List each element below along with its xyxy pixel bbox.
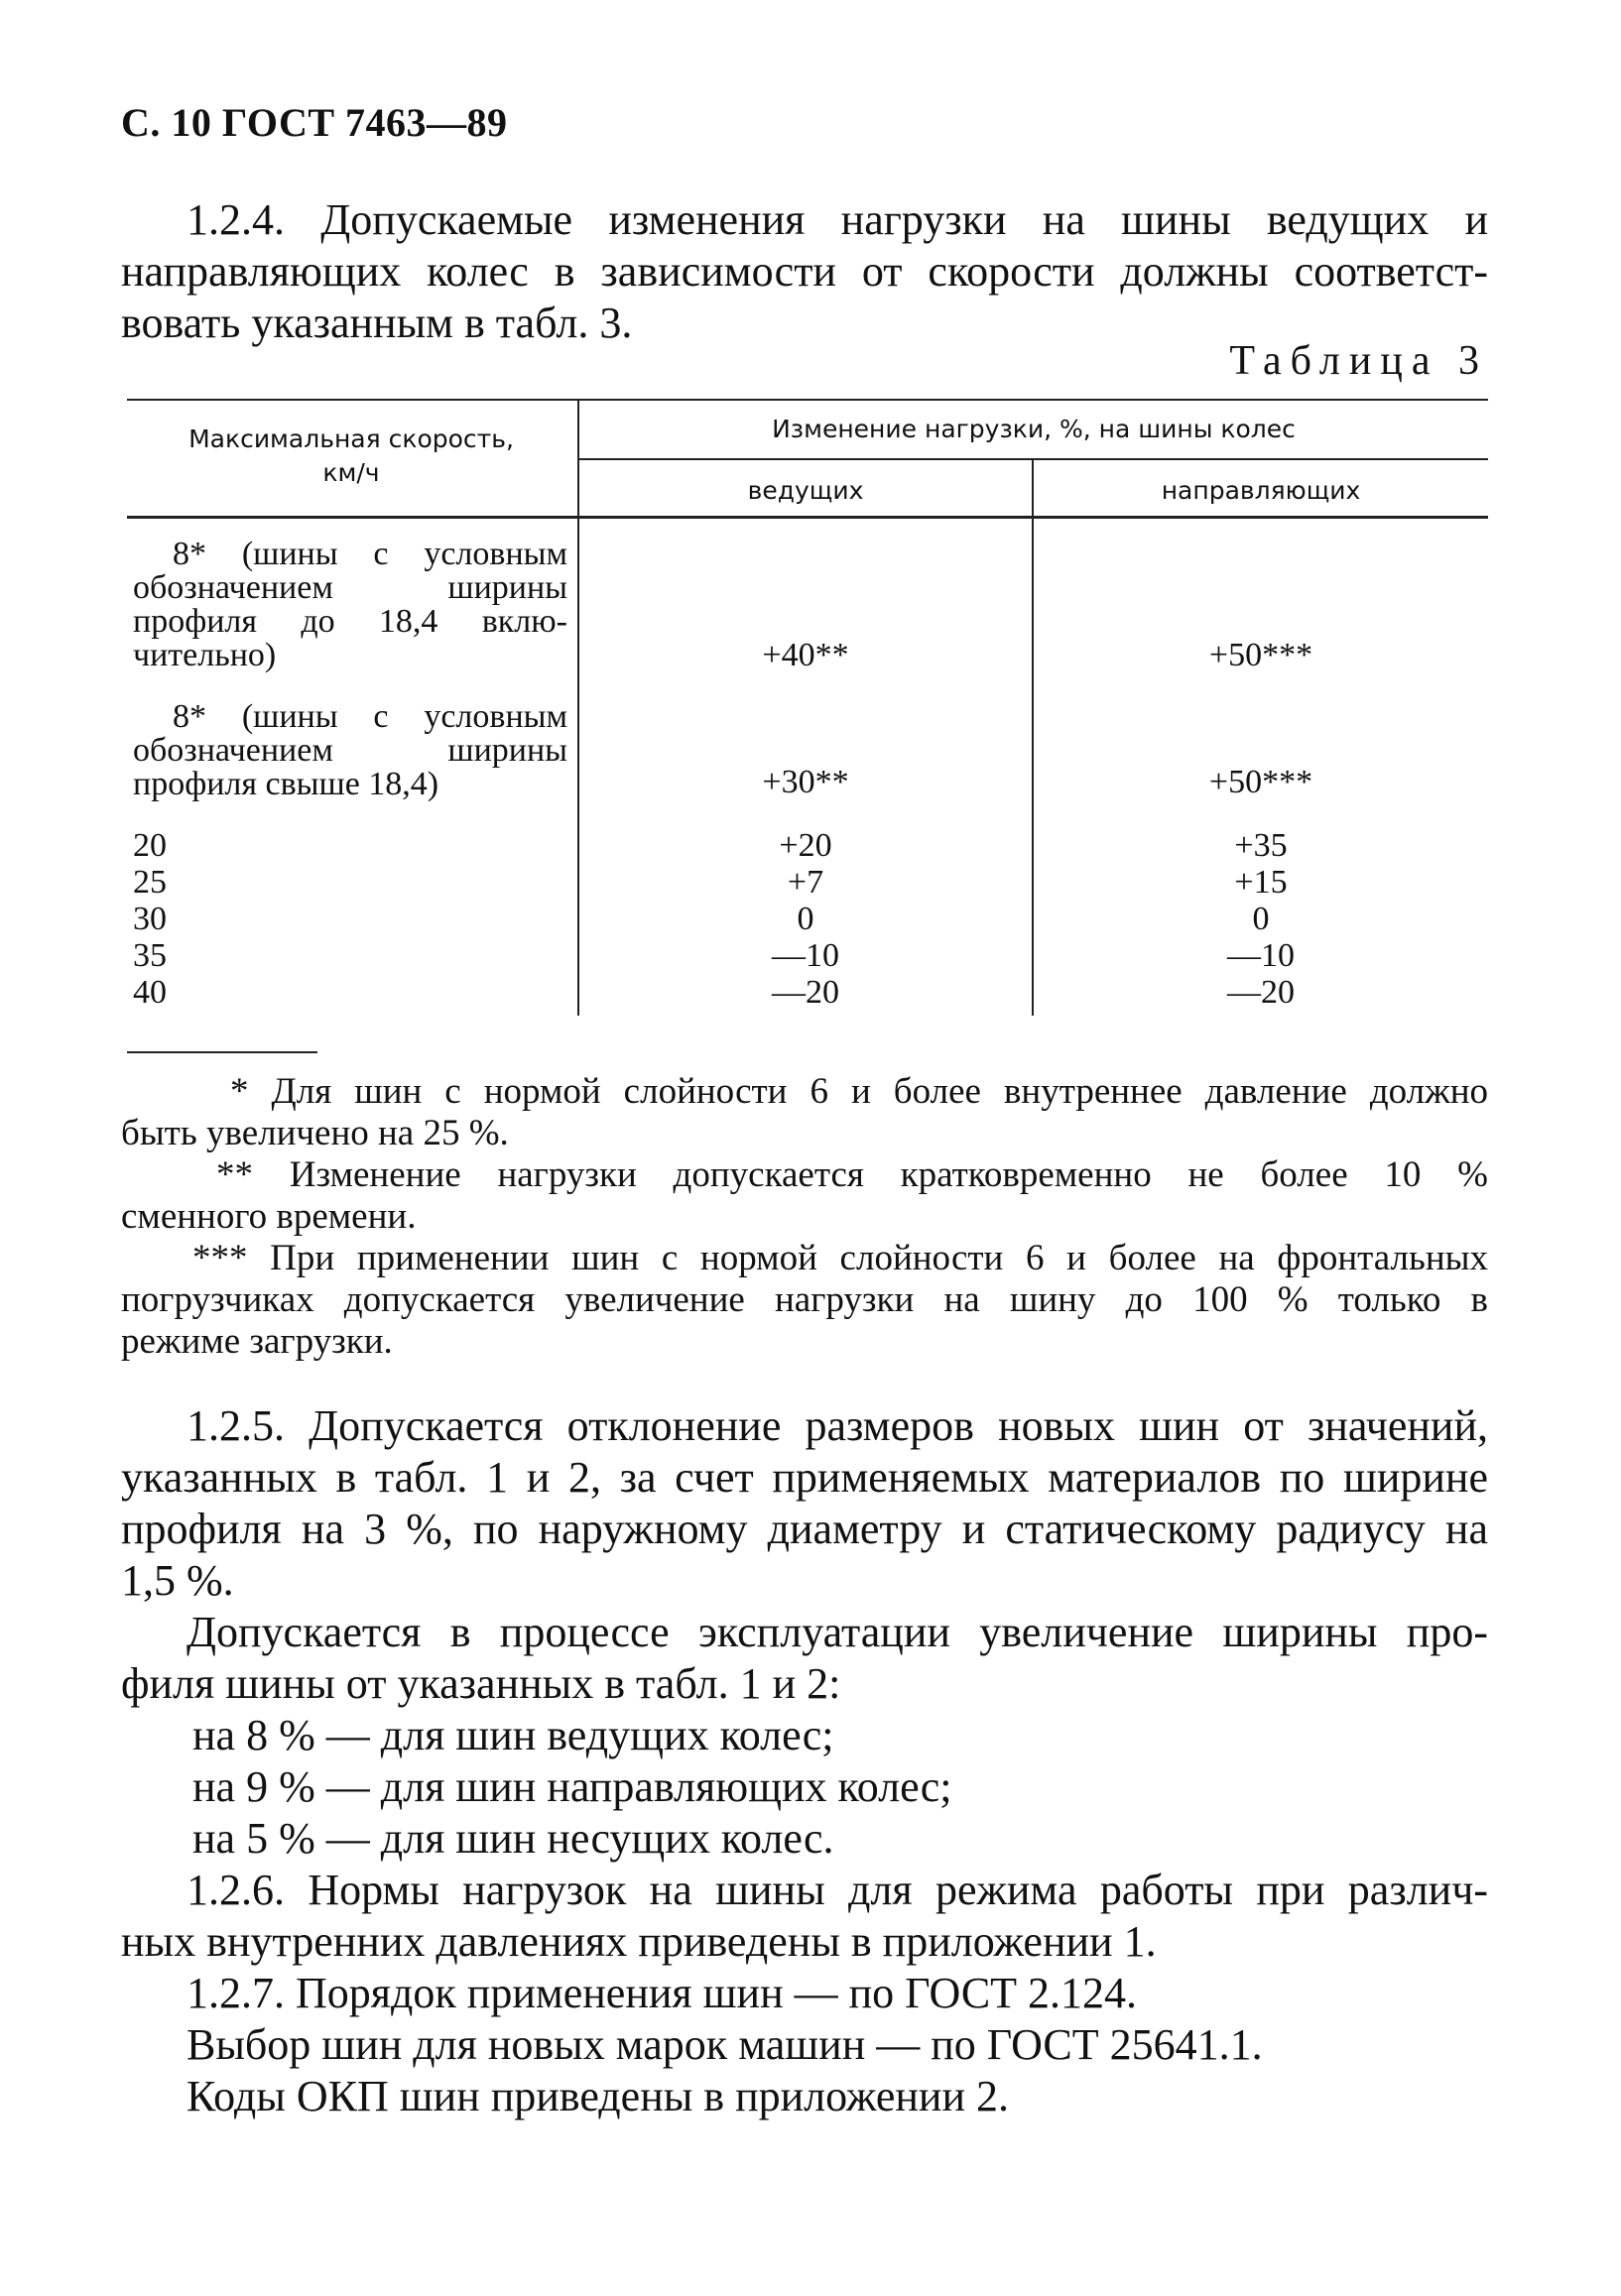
paragraph-line: направляющих колес в зависимости от скорости должны соответст- bbox=[121, 247, 1488, 296]
paragraph-line: филя шины от указанных в табл. 1 и 2: bbox=[121, 1659, 841, 1708]
footnote-1-cont: быть увеличено на 25 %. bbox=[121, 1113, 509, 1153]
table-cell-guiding: +50*** bbox=[1208, 764, 1313, 800]
paragraph-line: Допускается в процессе эксплуатации увеличение ширины про- bbox=[187, 1608, 1488, 1656]
table-cell-guiding: +35 bbox=[1234, 827, 1288, 864]
table-cell-leading: +30** bbox=[762, 764, 849, 800]
cell-line: чительно) bbox=[133, 637, 277, 673]
table-cell-speed: 30 bbox=[133, 901, 167, 937]
table-cell-speed: 25 bbox=[133, 864, 167, 901]
paragraph-line: 1.2.5. Допускается отклонение размеров новых шин от значений, bbox=[187, 1401, 1488, 1450]
table-cell-leading: 0 bbox=[797, 901, 814, 937]
paragraph-line: 1.2.6. Нормы нагрузок на шины для режима работы при различ- bbox=[187, 1866, 1488, 1914]
table-cell-guiding: 0 bbox=[1252, 901, 1270, 937]
col-header-guiding: направляющих bbox=[1161, 476, 1361, 505]
footnote-3-cont: погрузчиках допускается увеличение нагрузки на шину до 100 % только в bbox=[121, 1279, 1488, 1320]
footnote-2: ** Изменение нагрузки допускается кратковременно не более 10 % bbox=[216, 1154, 1488, 1195]
paragraph-line: 1,5 %. bbox=[121, 1556, 234, 1605]
paragraph-1-2-5-operation bbox=[121, 1607, 1488, 1865]
table-cell-speed: 20 bbox=[133, 827, 167, 864]
table-row-speed-text bbox=[133, 700, 567, 801]
footnote-separator bbox=[127, 1051, 317, 1053]
table-cell-guiding: +50*** bbox=[1208, 637, 1313, 673]
paragraph-1-2-4 bbox=[121, 194, 1488, 349]
paragraph-line: вовать указанным в табл. 3. bbox=[121, 299, 633, 347]
footnotes bbox=[121, 1071, 1488, 1363]
table-caption: Таблица 3 bbox=[1229, 338, 1488, 384]
cell-line: профиля свыше 18,4) bbox=[133, 766, 439, 802]
list-item: на 9 % — для шин направляющих колес; bbox=[192, 1762, 952, 1811]
table-cell-guiding: +15 bbox=[1234, 864, 1288, 901]
footnote-3-cont: режиме загрузки. bbox=[121, 1321, 393, 1362]
cell-line: профиля до 18,4 вклю- bbox=[133, 603, 567, 640]
paragraph-1-2-7 bbox=[121, 1968, 1488, 2122]
table-cell-guiding: —20 bbox=[1227, 974, 1295, 1011]
cell-line: 8* (шины с условным bbox=[173, 536, 567, 572]
table-cell-leading: +40** bbox=[762, 637, 849, 673]
table-cell-guiding: —10 bbox=[1227, 937, 1295, 974]
paragraph-line: Выбор шин для новых марок машин — по ГОСТ 25641.1. bbox=[187, 2020, 1263, 2069]
footnote-2-cont: сменного времени. bbox=[121, 1196, 417, 1237]
col-header-leading: ведущих bbox=[747, 476, 864, 505]
group-header-load-change: Изменение нагрузки, %, на шины колес bbox=[772, 415, 1296, 443]
cell-line: 8* (шины с условным bbox=[173, 698, 567, 735]
table-cell-leading: +7 bbox=[787, 864, 824, 901]
table-cell-leading: —10 bbox=[772, 937, 839, 974]
paragraph-line: Коды ОКП шин приведены в приложении 2. bbox=[187, 2072, 1010, 2120]
footnote-3: *** При применении шин с нормой слойности 6 и более на фронтальных bbox=[192, 1238, 1488, 1278]
paragraph-1-2-5 bbox=[121, 1400, 1488, 1607]
table-cell-speed: 35 bbox=[133, 937, 167, 974]
paragraph-line: 1.2.7. Порядок применения шин — по ГОСТ 2.124. bbox=[187, 1969, 1138, 2017]
footnote-1: * Для шин с нормой слойности 6 и более внутреннее давление должно bbox=[230, 1071, 1488, 1112]
col-header-speed-unit: км/ч bbox=[322, 458, 380, 487]
cell-line: обозначением ширины bbox=[133, 732, 567, 769]
paragraph-line: 1.2.4. Допускаемые изменения нагрузки на шины ведущих и bbox=[187, 195, 1488, 244]
col-header-speed: Максимальная скорость, bbox=[188, 424, 514, 453]
cell-line: обозначением ширины bbox=[133, 569, 567, 606]
table-header-rule bbox=[127, 516, 1488, 519]
table-cell-speed: 40 bbox=[133, 974, 167, 1011]
table-top-rule bbox=[127, 399, 1488, 401]
list-item: на 8 % — для шин ведущих колес; bbox=[192, 1711, 834, 1759]
paragraph-line: ных внутренних давлениях приведены в приложении 1. bbox=[121, 1917, 1157, 1966]
paragraph-1-2-6 bbox=[121, 1865, 1488, 1968]
table-cell-leading: +20 bbox=[779, 827, 832, 864]
paragraph-line: указанных в табл. 1 и 2, за счет применяемых материалов по ширине bbox=[121, 1453, 1488, 1502]
list-item: на 5 % — для шин несущих колес. bbox=[192, 1814, 834, 1863]
table-row-speed-text bbox=[133, 538, 567, 672]
table-cell-leading: —20 bbox=[772, 974, 839, 1011]
page-header: С. 10 ГОСТ 7463—89 bbox=[121, 100, 508, 145]
paragraph-line: профиля на 3 %, по наружному диаметру и статическому радиусу на bbox=[121, 1505, 1488, 1553]
